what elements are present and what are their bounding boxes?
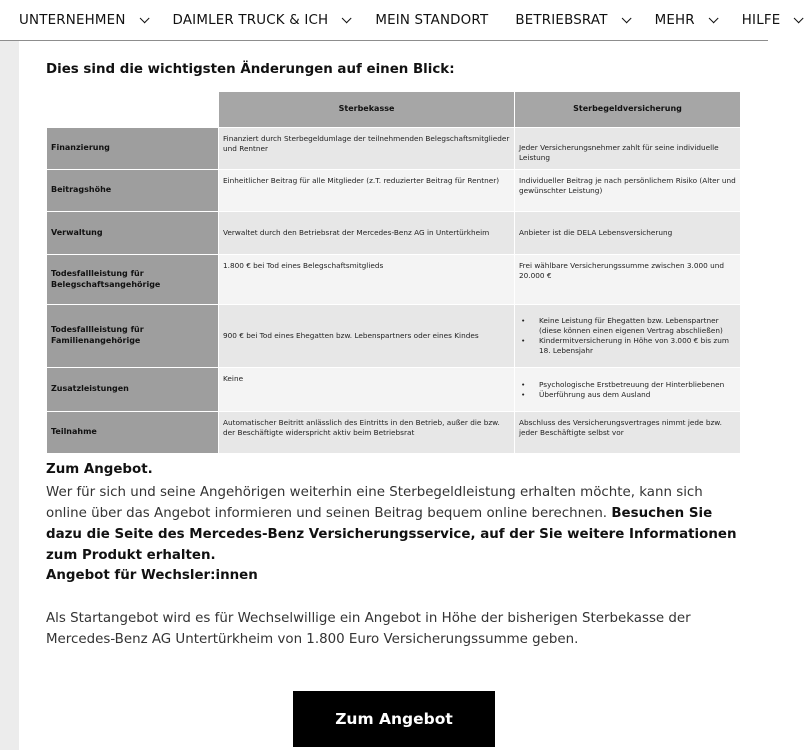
table-cell: 900 € bei Tod eines Ehegatten bzw. Lebenspartners oder eines Kindes bbox=[219, 305, 515, 368]
nav-item-betriebsrat[interactable] bbox=[515, 13, 627, 28]
bullet-list bbox=[519, 380, 736, 400]
nav-item-unternehmen[interactable] bbox=[19, 13, 146, 28]
switchers-heading: Angebot für Wechsler:innen bbox=[46, 568, 258, 583]
table-row bbox=[47, 212, 741, 255]
table-cell: 1.800 € bei Tod eines Belegschaftsmitglieds bbox=[219, 255, 515, 305]
table-row bbox=[47, 368, 741, 412]
table-cell bbox=[515, 305, 741, 368]
nav-item-label: UNTERNEHMEN bbox=[19, 12, 126, 28]
chevron-down-icon bbox=[708, 13, 718, 23]
table-cell: Einheitlicher Beitrag für alle Mitglieder (z.T. reduzierter Beitrag für Rentner) bbox=[219, 170, 515, 212]
row-label: Zusatzleistungen bbox=[47, 368, 219, 412]
nav-item-daimler-truck-und-ich[interactable] bbox=[173, 13, 349, 28]
offer-text: Wer für sich und seine Angehörigen weiterhin eine Sterbegeldleistung erhalten möchte, kann sich online über das Angebot informieren und seinen Beitrag bequem online berechnen. bbox=[46, 485, 703, 521]
nav-item-label: DAIMLER TRUCK & ICH bbox=[172, 12, 329, 28]
table-row bbox=[47, 255, 741, 305]
table-cell: Anbieter ist die DELA Lebensversicherung bbox=[515, 212, 741, 255]
row-label: Beitragshöhe bbox=[47, 170, 219, 212]
chevron-down-icon bbox=[621, 13, 631, 23]
table-cell: Keine bbox=[219, 368, 515, 412]
table-cell: Individueller Beitrag je nach persönlichem Risiko (Alter und gewünschter Leistung) bbox=[515, 170, 741, 212]
nav-item-hilfe[interactable] bbox=[742, 13, 801, 28]
bullet-list bbox=[519, 316, 736, 355]
list-item: • Kindermitversicherung in Höhe von 3.000 € bis zum 18. Lebensjahr bbox=[519, 336, 736, 356]
table-corner-cell bbox=[47, 92, 219, 128]
table-cell bbox=[515, 368, 741, 412]
table-cell: Jeder Versicherungsnehmer zahlt für seine individuelle Leistung bbox=[515, 128, 741, 170]
table-row bbox=[47, 412, 741, 454]
chevron-down-icon bbox=[794, 13, 804, 23]
comparison-table bbox=[46, 91, 741, 454]
row-label: Verwaltung bbox=[47, 212, 219, 255]
row-label: Finanzierung bbox=[47, 128, 219, 170]
chevron-down-icon bbox=[139, 13, 149, 23]
table-cell: Frei wählbare Versicherungssumme zwischen 3.000 und 20.000 € bbox=[515, 255, 741, 305]
column-header-sterbekasse: Sterbekasse bbox=[219, 92, 515, 128]
list-item: • Psychologische Erstbetreuung der Hinterbliebenen bbox=[519, 380, 736, 390]
list-item: • Überführung aus dem Ausland bbox=[519, 390, 736, 400]
table-cell: Abschluss des Versicherungsvertrages nimmt jede bzw. jeder Beschäftigte selbst vor bbox=[515, 412, 741, 454]
row-label: Todesfallleistung für Belegschaftsangehörige bbox=[47, 255, 219, 305]
table-cell: Automatischer Beitritt anlässlich des Eintritts in den Betrieb, außer die bzw. der Beschäftigte widerspricht aktiv beim Betriebsrat bbox=[219, 412, 515, 454]
nav-item-mehr[interactable] bbox=[655, 13, 715, 28]
nav-item-label: HILFE bbox=[741, 12, 781, 28]
table-row bbox=[47, 170, 741, 212]
nav-item-mein-standort[interactable] bbox=[375, 13, 488, 28]
nav-item-label: BETRIEBSRAT bbox=[515, 12, 608, 28]
row-label: Teilnahme bbox=[47, 412, 219, 454]
switchers-paragraph: Als Startangebot wird es für Wechselwillige ein Angebot in Höhe der bisherigen Sterbekasse der Mercedes-Benz AG Untertürkheim von 1.800 Euro Versicherungssumme geben. bbox=[46, 611, 691, 647]
chevron-down-icon bbox=[342, 13, 352, 23]
table-cell: Finanziert durch Sterbegeldumlage der teilnehmenden Belegschaftsmitglieder und Rentner bbox=[219, 128, 515, 170]
column-header-sterbegeldversicherung: Sterbegeldversicherung bbox=[515, 92, 741, 128]
table-row bbox=[47, 128, 741, 170]
offer-bold-text: Besuchen Sie dazu die Seite des Mercedes-Benz Versicherungsservice, auf der Sie weitere Informationen zum Produkt erhalten. bbox=[46, 506, 737, 563]
nav-item-label: MEHR bbox=[654, 12, 695, 28]
left-gutter bbox=[0, 41, 19, 750]
offer-paragraph bbox=[46, 482, 741, 566]
nav-item-label: MEIN STANDORT bbox=[375, 12, 489, 28]
row-label: Todesfallleistung für Familienangehörige bbox=[47, 305, 219, 368]
list-item: • Keine Leistung für Ehegatten bzw. Lebenspartner (diese können einen eigenen Vertrag abschließen) bbox=[519, 316, 736, 336]
zum-angebot-button[interactable]: Zum Angebot bbox=[293, 691, 495, 747]
top-navigation bbox=[0, 0, 781, 41]
intro-heading: Dies sind die wichtigsten Änderungen auf einen Blick: bbox=[46, 62, 455, 77]
table-header-row bbox=[47, 92, 741, 128]
offer-heading: Zum Angebot. bbox=[46, 462, 153, 477]
table-cell: Verwaltet durch den Betriebsrat der Mercedes-Benz AG in Untertürkheim bbox=[219, 212, 515, 255]
table-row bbox=[47, 305, 741, 368]
